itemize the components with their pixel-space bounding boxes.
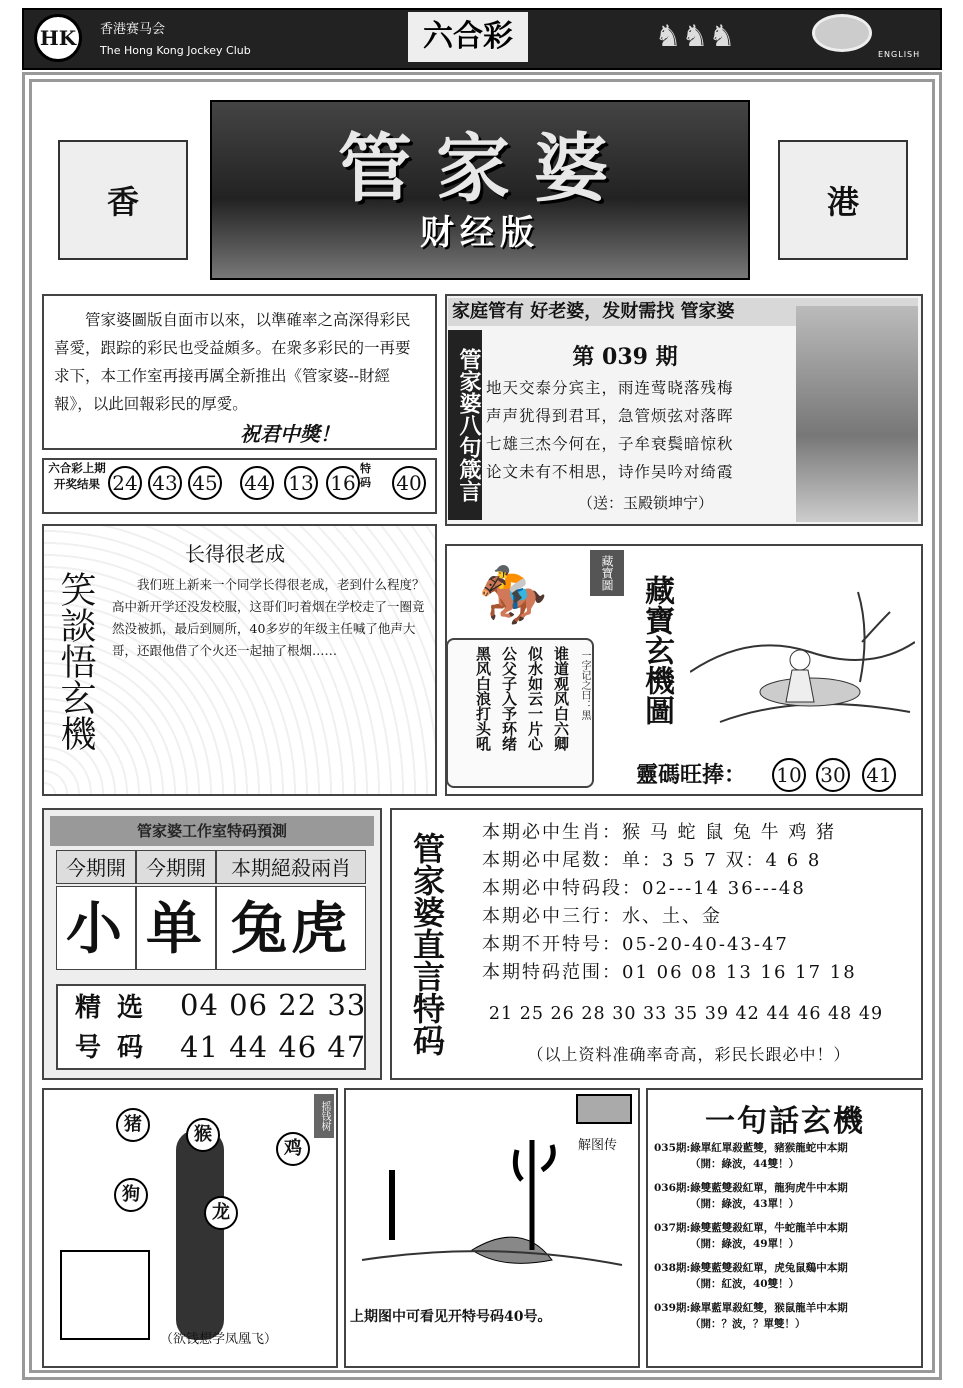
riddle-label: 解图传 <box>578 1138 618 1153</box>
lantern-left-char: 香 <box>106 183 139 221</box>
direct-title: 管家婆直言特码 <box>408 832 446 1056</box>
oneword-entry: 035期:綠單紅單殺藍雙，豬猴龍蛇中本期 <box>654 1142 848 1154</box>
lucky-label: 靈碼旺捧： <box>636 762 747 788</box>
scroll-note: 一字记之曰：黑 <box>579 650 590 720</box>
prediction-value: 小 <box>56 886 136 970</box>
oneword-entry: 036期:綠雙藍雙殺紅單，龍狗虎牛中本期 <box>654 1182 848 1194</box>
joke-body: 我们班上新来一个同学长得很老成，老到什么程度？高中新开学还没发校服，这哥们叼着烟在学校走了一圈竟然没被抓，最后到厕所，40多岁的年级主任喊了他声大哥，还跟他借了个火还一起抽了根烟…… <box>112 577 425 658</box>
scroll-column: 公父子入予环绪 <box>500 646 518 751</box>
special-label: 特码 <box>360 462 371 489</box>
english-label: ENGLISH <box>878 50 921 59</box>
result-ball: 16 <box>326 466 360 500</box>
zodiac-ball: 猴 <box>186 1118 220 1152</box>
scholar-on-ox-picture <box>690 572 915 742</box>
riddle-picture-icon <box>576 1094 632 1124</box>
zodiac-ball: 猪 <box>116 1108 150 1142</box>
direct-line: 本期特码范围：01 06 08 13 16 17 18 <box>482 962 857 983</box>
intro-text: 管家婆圖版自面市以來，以準確率之高深得彩民喜愛，跟踪的彩民也受益頗多。在衆多彩民的一再要求下，本工作室再接再厲全新推出《管家婆--財經報》，以此回報彩民的厚愛。 <box>42 294 437 450</box>
zodiac-ball: 龙 <box>204 1196 238 1230</box>
oneword-result: （開：紅波，40雙！） <box>690 1278 800 1290</box>
riddle-scroll <box>446 638 594 788</box>
result-ball: 45 <box>188 466 222 500</box>
direct-note: （以上资料准确率奇高，彩民长跟必中！） <box>527 1045 851 1064</box>
zodiac-ball: 鸡 <box>276 1132 310 1166</box>
tree-slogan: （欲钱想学凤凰飞） <box>160 1332 278 1347</box>
lucky-ball: 30 <box>816 758 850 792</box>
crocodile-cactus-picture <box>352 1130 632 1300</box>
joke-side-title: 笑談悟玄機 <box>55 571 96 751</box>
lantern-left <box>58 140 188 260</box>
rings-logo-icon <box>812 14 872 52</box>
poem-vertical-title: 管家婆八句箴言 <box>448 330 482 520</box>
prediction-header: 今期開 <box>136 850 216 884</box>
racehorses-icon: ♞♞♞ <box>654 19 736 54</box>
banner-title: 管家婆 <box>338 126 632 212</box>
direct-line: 本期必中特码段：02---14 36---48 <box>482 878 806 899</box>
joke-title: 长得很老成 <box>185 542 285 566</box>
poem-line: 声声犹得到君耳，急管烦弦对落晖 <box>486 407 734 425</box>
result-ball: 24 <box>108 466 142 500</box>
oneword-entry: 039期:綠單藍單殺紅雙，猴鼠龍羊中本期 <box>654 1302 848 1314</box>
prediction-value: 兔虎 <box>216 886 366 970</box>
scroll-column: 谁道观风白六卿 <box>552 646 570 751</box>
result-ball: 13 <box>284 466 318 500</box>
poem-line: 七雄三杰今何在，子牟衰鬓暗惊秋 <box>486 435 734 453</box>
blank-box <box>60 1250 150 1340</box>
riddle-caption: 上期图中可看见开特号码40号。 <box>350 1309 552 1325</box>
lantern-right <box>778 140 908 260</box>
direct-line: 本期必中三行：水、土、金 <box>482 906 722 927</box>
intro-sign: 祝君中獎！ <box>240 422 340 446</box>
direct-line: 本期必中尾数：单：3 5 7 双：4 6 8 <box>482 850 822 871</box>
selected-numbers-row: 41 44 46 47 <box>180 1030 367 1064</box>
oneword-result: （開：？波，？單雙！） <box>690 1318 806 1330</box>
poem-line: 论文未有不相思，诗作吴吟对绮霞 <box>486 463 734 481</box>
treasure-title: 藏寶玄機圖 <box>639 575 674 725</box>
oneword-result: （開：綠波，43單！） <box>690 1198 800 1210</box>
lantern-right-char: 港 <box>826 183 859 221</box>
mark6-title: 六合彩 <box>408 12 528 62</box>
oneword-title: 一句話玄機 <box>705 1104 865 1139</box>
result-ball: 44 <box>240 466 274 500</box>
oneword-result: （開：綠波，44雙！） <box>690 1158 800 1170</box>
prediction-title: 管家婆工作室特码預測 <box>50 816 374 846</box>
poem-banner: 家庭管有 好老婆，发财需找 管家婆 <box>448 298 918 326</box>
scroll-column: 似水如云一片心 <box>526 646 544 751</box>
lucky-ball: 10 <box>772 758 806 792</box>
result-ball: 43 <box>148 466 182 500</box>
direct-numbers: 21 25 26 28 30 33 35 39 42 44 46 48 49 <box>488 1004 884 1024</box>
banner-subtitle: 财经版 <box>420 213 540 253</box>
poem-line: 地天交泰分宾主，雨连莺晓落残梅 <box>486 379 734 397</box>
money-tree-tag: 摇钱树 <box>314 1094 334 1138</box>
issue-number: 第 039 期 <box>572 344 678 370</box>
direct-line: 本期必中生肖：猴 马 蛇 鼠 兔 牛 鸡 猪 <box>482 822 837 843</box>
jockey-club-logo: HK <box>34 14 82 62</box>
direct-line: 本期不开特号：05-20-40-43-47 <box>482 934 789 955</box>
oneword-entry: 037期:綠雙藍雙殺紅單，牛蛇龍羊中本期 <box>654 1222 848 1234</box>
poem-sender: （送：玉殿锁坤宁） <box>578 494 714 512</box>
selected-numbers-label: 精选号码 <box>74 993 159 1063</box>
zodiac-ball: 狗 <box>114 1178 148 1212</box>
oneword-entry: 038期:綠雙藍雙殺紅單，虎兔鼠鷄中本期 <box>654 1262 848 1274</box>
results-label: 六合彩上期开奖结果 <box>48 461 106 491</box>
prediction-value: 单 <box>136 886 216 970</box>
club-name-cn: 香港赛马会 <box>100 22 166 37</box>
horse-rider-icon: 🏇 <box>478 563 548 628</box>
selected-numbers-row: 04 06 22 33 <box>180 988 367 1022</box>
lucky-ball: 41 <box>862 758 896 792</box>
prediction-header: 本期絕殺兩肖 <box>216 850 366 884</box>
prediction-header: 今期開 <box>56 850 136 884</box>
club-name-en: The Hong Kong Jockey Club <box>100 44 251 57</box>
scroll-column: 黑风白浪打头吼 <box>474 646 492 751</box>
oneword-result: （開：綠波，49單！） <box>690 1238 800 1250</box>
landscape-picture <box>796 306 918 522</box>
treasure-label: 藏寶圖 <box>590 550 624 596</box>
special-ball: 40 <box>392 466 426 500</box>
tree-trunk <box>176 1130 224 1340</box>
